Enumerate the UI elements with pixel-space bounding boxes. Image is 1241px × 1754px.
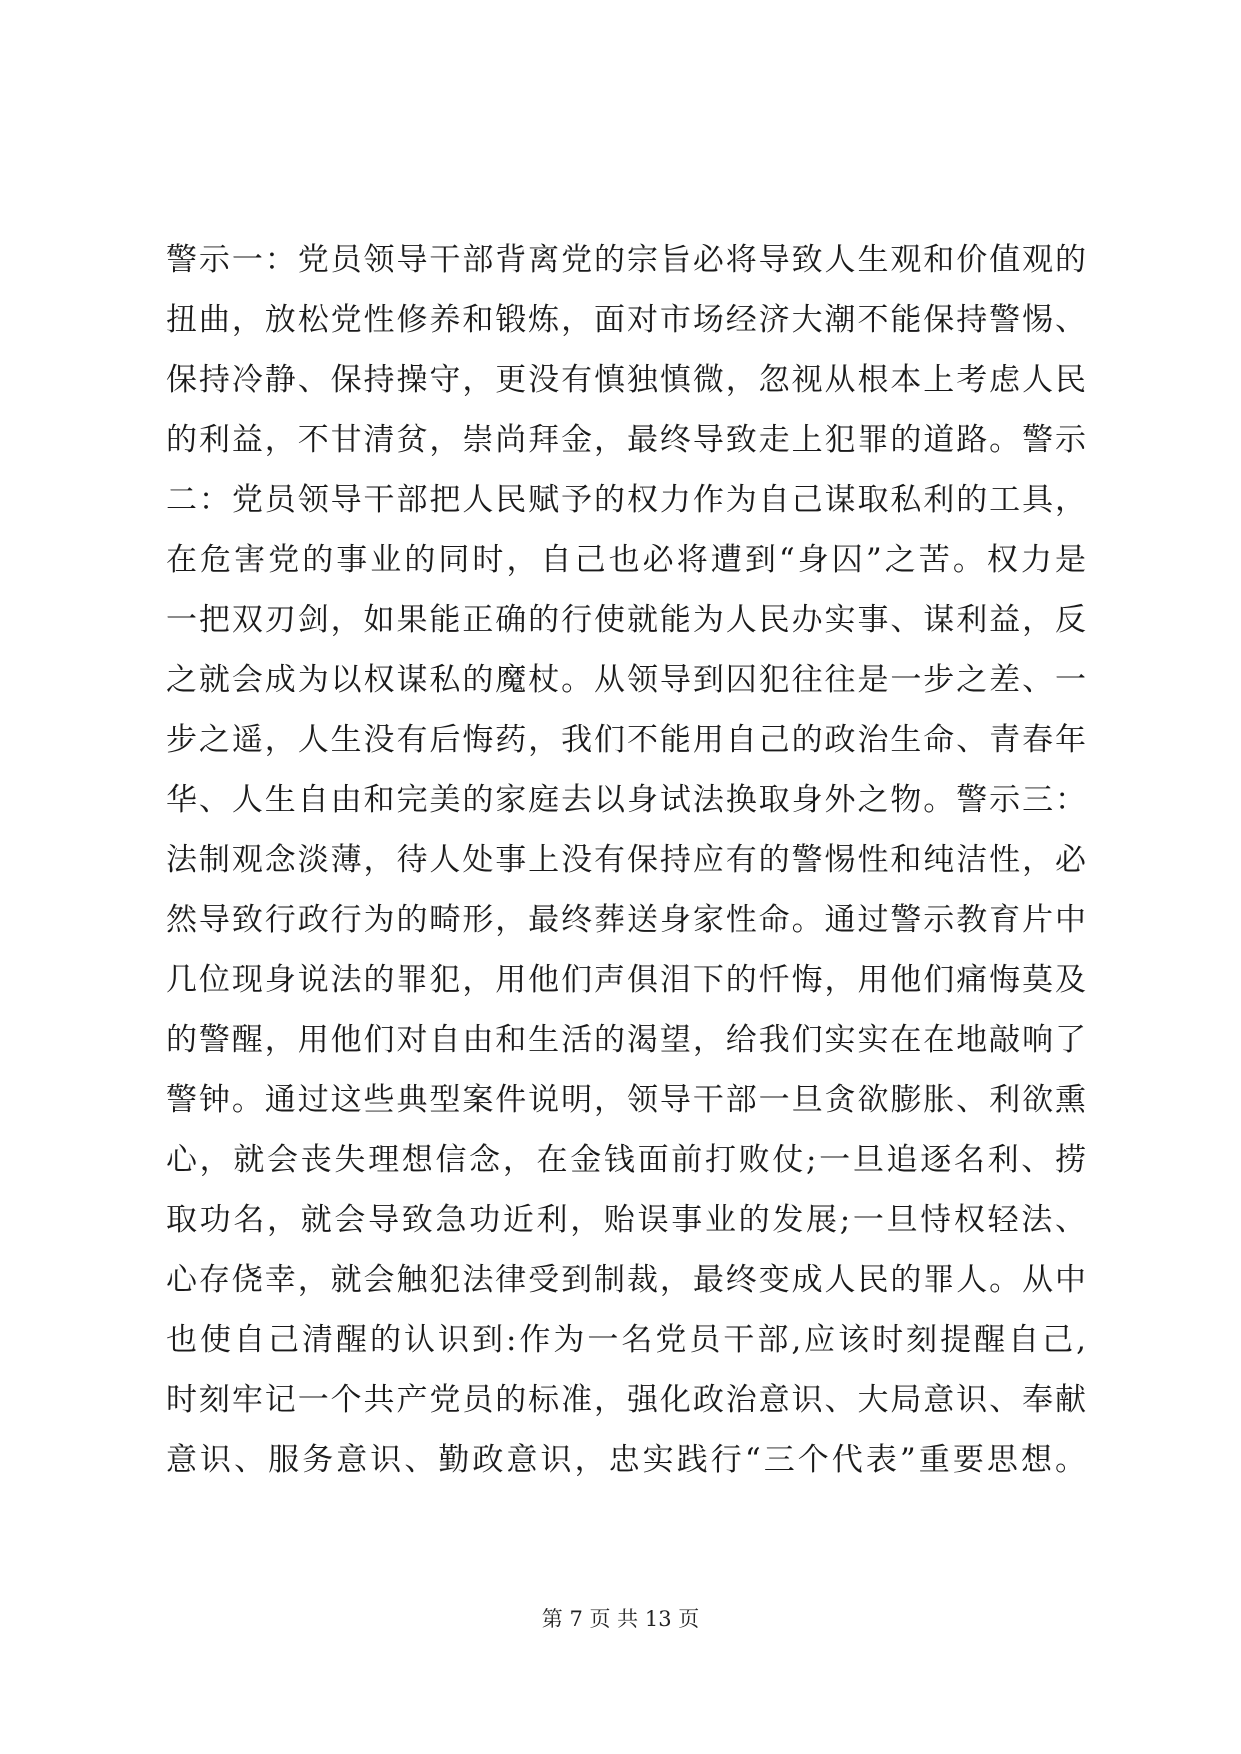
text-line: 一把双刃剑，如果能正确的行使就能为人民办实事、谋利益，反 xyxy=(166,602,1086,638)
text-line: 扭曲，放松党性修养和锻炼，面对市场经济大潮不能保持警惕、 xyxy=(166,302,1086,338)
text-line: 的利益，不甘清贫，崇尚拜金，最终导致走上犯罪的道路。警示 xyxy=(166,422,1086,458)
text-line: 取功名，就会导致急功近利，贻误事业的发展;一旦恃权轻法、 xyxy=(166,1202,1086,1238)
text-line: 二：党员领导干部把人民赋予的权力作为自己谋取私利的工具， xyxy=(166,482,1086,518)
text-line: 保持冷静、保持操守，更没有慎独慎微，忽视从根本上考虑人民 xyxy=(166,362,1086,398)
text-line: 几位现身说法的罪犯，用他们声俱泪下的忏悔，用他们痛悔莫及 xyxy=(166,962,1086,998)
text-line: 法制观念淡薄，待人处事上没有保持应有的警惕性和纯洁性，必 xyxy=(166,842,1086,878)
text-line: 意识、服务意识、勤政意识，忠实践行“三个代表”重要思想。 xyxy=(166,1442,1086,1478)
text-line: 心，就会丧失理想信念，在金钱面前打败仗;一旦追逐名利、捞 xyxy=(166,1142,1086,1178)
text-line: 之就会成为以权谋私的魔杖。从领导到囚犯往往是一步之差、一 xyxy=(166,662,1086,698)
text-line: 心存侥幸，就会触犯法律受到制裁，最终变成人民的罪人。从中 xyxy=(166,1262,1086,1298)
text-line: 步之遥，人生没有后悔药，我们不能用自己的政治生命、青春年 xyxy=(166,722,1086,758)
text-line: 警示一：党员领导干部背离党的宗旨必将导致人生观和价值观的 xyxy=(166,242,1086,278)
text-line: 然导致行政行为的畸形，最终葬送身家性命。通过警示教育片中 xyxy=(166,902,1086,938)
page-number-footer: 第 7 页 共 13 页 xyxy=(541,1607,700,1631)
text-line: 在危害党的事业的同时，自己也必将遭到“身囚”之苦。权力是 xyxy=(166,542,1086,578)
text-line: 时刻牢记一个共产党员的标准，强化政治意识、大局意识、奉献 xyxy=(166,1382,1086,1418)
text-line: 的警醒，用他们对自由和生活的渴望，给我们实实在在地敲响了 xyxy=(166,1022,1086,1058)
body-paragraph xyxy=(166,230,1086,1490)
text-line: 也使自己清醒的认识到:作为一名党员干部,应该时刻提醒自己, xyxy=(166,1322,1086,1358)
text-line: 华、人生自由和完美的家庭去以身试法换取身外之物。警示三： xyxy=(166,782,1086,818)
text-line: 警钟。通过这些典型案件说明，领导干部一旦贪欲膨胀、利欲熏 xyxy=(166,1082,1086,1118)
